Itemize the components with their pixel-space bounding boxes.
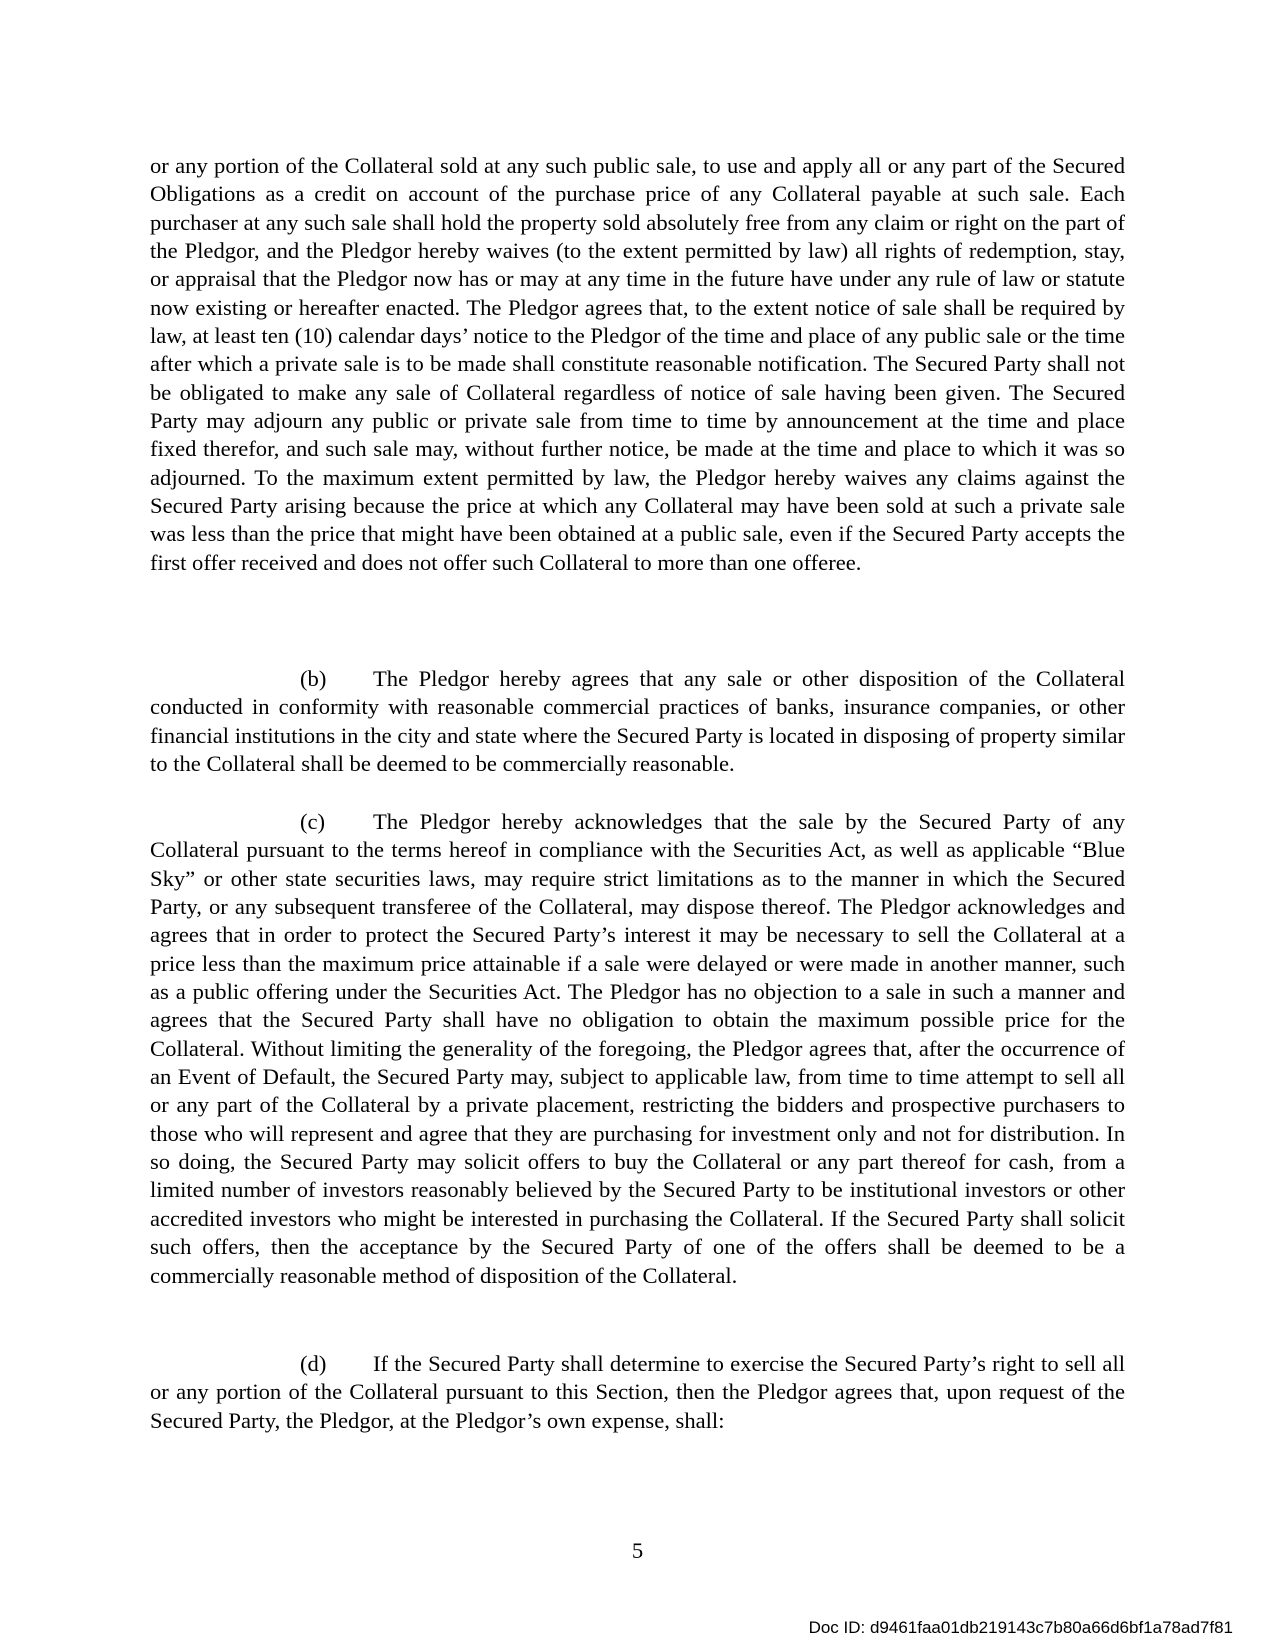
paragraph-c-text: The Pledgor hereby acknowledges that the sale by the Secured Party of any Collateral pursuant to the terms hereof in compliance with the Securities Act, as well as applicable “Blue Sky” or other state securities laws, may require strict limitations as to the manner in which the Secured Party, or any subsequent transferee of the Collateral, may dispose thereof. The Pledgor acknowledges and agrees that in order to protect the Secured Party’s interest it may be necessary to sell the Collateral at a price less than the maximum price attainable if a sale were delayed or were made in another manner, such as a public offering under the Securities Act. The Pledgor has no objection to a sale in such a manner and agrees that the Secured Party shall have no obligation to obtain the maximum possible price for the Collateral. Without limiting the generality of the foregoing, the Pledgor agrees that, after the occurrence of an Event of Default, the Secured Party may, subject to applicable law, from time to time attempt to sell all or any part of the Collateral by a private placement, restricting the bidders and prospective purchasers to those who will represent and agree that they are purchasing for investment only and not for distribution. In so doing, the Secured Party may solicit offers to buy the Collateral or any part thereof for cash, from a limited number of investors reasonably believed by the Secured Party to be institutional investors or other accredited investors who might be interested in purchasing the Collateral. If the Secured Party shall solicit such offers, then the acceptance by the Secured Party of one of the offers shall be deemed to be a commercially reasonable method of disposition of the Collateral. xyxy=(150,809,1125,1288)
paragraph-d-text: If the Secured Party shall determine to exercise the Secured Party’s right to sell all or any portion of the Collateral pursuant to this Section, then the Pledgor agrees that, upon request of the Secured Party, the Pledgor, at the Pledgor’s own expense, shall: xyxy=(150,1351,1125,1433)
paragraph-intro-text: or any portion of the Collateral sold at any such public sale, to use and apply all or any part of the Secured Obligations as a credit on account of the purchase price of any Collateral payable at such sale. Each purchaser at any such sale shall hold the property sold absolutely free from any claim or right on the part of the Pledgor, and the Pledgor hereby waives (to the extent permitted by law) all rights of redemption, stay, or appraisal that the Pledgor now has or may at any time in the future have under any rule of law or statute now existing or hereafter enacted. The Pledgor agrees that, to the extent notice of sale shall be required by law, at least ten (10) calendar days’ notice to the Pledgor of the time and place of any public sale or the time after which a private sale is to be made shall constitute reasonable notification. The Secured Party shall not be obligated to make any sale of Collateral regardless of notice of sale having been given. The Secured Party may adjourn any public or private sale from time to time by announcement at the time and place fixed therefor, and such sale may, without further notice, be made at the time and place to which it was so adjourned. To the maximum extent permitted by law, the Pledgor hereby waives any claims against the Secured Party arising because the price at which any Collateral may have been sold at such a private sale was less than the price that might have been obtained at a public sale, even if the Secured Party accepts the first offer received and does not offer such Collateral to more than one offeree. xyxy=(150,153,1125,575)
paragraph-b-label: (b) xyxy=(300,666,327,691)
paragraph-d xyxy=(150,1350,1125,1435)
paragraph-continuation xyxy=(150,152,1125,577)
paragraph-c xyxy=(150,808,1125,1290)
page-number: 5 xyxy=(631,1538,644,1563)
paragraph-b xyxy=(150,665,1125,778)
doc-id-footer: Doc ID: d9461faa01db219143c7b80a66d6bf1a78ad7f81 xyxy=(808,1618,1233,1637)
paragraph-d-label: (d) xyxy=(300,1351,327,1376)
paragraph-c-label: (c) xyxy=(300,809,326,834)
paragraph-b-text: The Pledgor hereby agrees that any sale or other disposition of the Collateral conducted in conformity with reasonable commercial practices of banks, insurance companies, or other financial institutions in the city and state where the Secured Party is located in disposing of property similar to the Collateral shall be deemed to be commercially reasonable. xyxy=(150,666,1125,777)
